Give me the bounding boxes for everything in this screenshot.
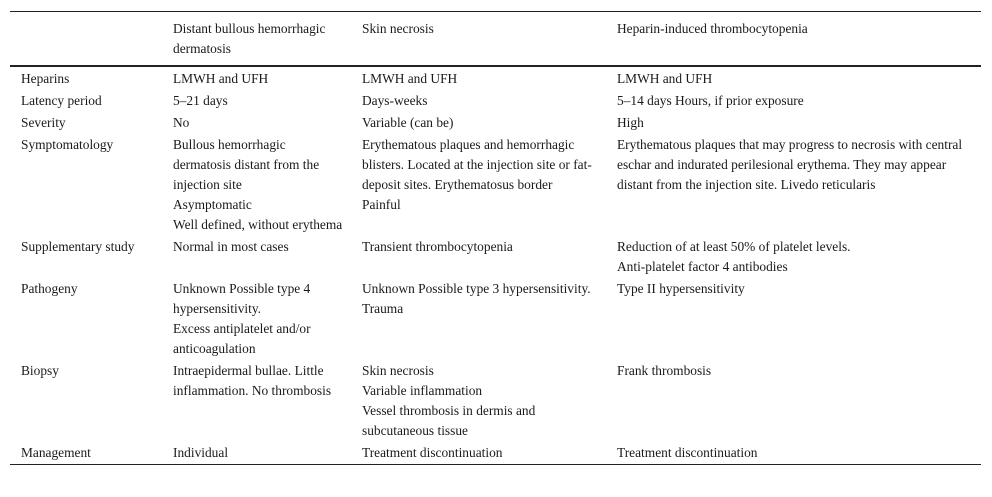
table-cell [606, 278, 981, 360]
table-cell [162, 66, 351, 90]
cell-text: LMWH and UFH [173, 71, 269, 86]
cell-text: Individual [173, 445, 229, 460]
table-row [10, 442, 981, 465]
table-cell [351, 442, 606, 465]
table-row [10, 360, 981, 442]
cell-text: LMWH and UFH [362, 71, 458, 86]
cell-text: Treatment discontinuation [617, 445, 758, 460]
table-cell [351, 90, 606, 112]
row-label: Symptomatology [21, 137, 114, 152]
cell-text: No [173, 115, 190, 130]
cell-text: Normal in most cases [173, 239, 289, 254]
row-label: Severity [21, 115, 66, 130]
table-cell [351, 134, 606, 236]
table-cell [162, 442, 351, 465]
cell-text: Asymptomatic [173, 197, 252, 212]
table-cell [606, 236, 981, 278]
cell-text: Excess antiplatelet and/or anticoagulation [173, 321, 311, 356]
table-cell [162, 90, 351, 112]
cell-text: Treatment discontinuation [362, 445, 503, 460]
cell-text: Intraepidermal bullae. Little inflammation. No thrombosis [173, 363, 332, 398]
cell-text: Erythematous plaques that may progress to necrosis with central eschar and indurated perilesional erythema. They may appear distant from the injection site. Livedo reticularis [617, 137, 963, 192]
row-label: Latency period [21, 93, 102, 108]
table-cell [162, 112, 351, 134]
table-row [10, 134, 981, 236]
cell-text: 5–14 days Hours, if prior exposure [617, 93, 804, 108]
table-cell [162, 360, 351, 442]
row-label: Management [21, 445, 91, 460]
cell-text: Variable (can be) [362, 115, 454, 130]
header-cell-hit: Heparin-induced thrombocytopenia [617, 21, 808, 36]
cell-text: Days-weeks [362, 93, 428, 108]
table-cell [606, 134, 981, 236]
table-cell [606, 112, 981, 134]
cell-text: Well defined, without erythema [173, 217, 343, 232]
cell-text: Bullous hemorrhagic dermatosis distant from the injection site [173, 137, 320, 192]
header-cell-skin-necrosis: Skin necrosis [362, 21, 434, 36]
table-row [10, 236, 981, 278]
cell-text: Painful [362, 197, 401, 212]
cell-text: High [617, 115, 644, 130]
cell-text: Transient thrombocytopenia [362, 239, 513, 254]
table-row [10, 278, 981, 360]
table-cell [351, 360, 606, 442]
table-row [10, 90, 981, 112]
row-label: Pathogeny [21, 281, 78, 296]
cell-text: Type II hypersensitivity [617, 281, 745, 296]
cell-text: Unknown Possible type 4 hypersensitivity. [173, 281, 311, 316]
cell-text: Variable inflammation [362, 383, 483, 398]
table-cell [162, 236, 351, 278]
table-cell [606, 90, 981, 112]
cell-text: 5–21 days [173, 93, 228, 108]
table-row [10, 66, 981, 90]
cell-text: Unknown Possible type 3 hypersensitivity. Trauma [362, 281, 591, 316]
cell-text: LMWH and UFH [617, 71, 713, 86]
table-cell [606, 66, 981, 90]
table-cell [162, 134, 351, 236]
cell-text: Erythematous plaques and hemorrhagic blisters. Located at the injection site or fat-deposit sites. Erythematosus border [362, 137, 592, 192]
table-cell [351, 66, 606, 90]
row-label: Biopsy [21, 363, 59, 378]
row-label: Supplementary study [21, 239, 135, 254]
header-row [10, 12, 981, 67]
comparison-table [10, 11, 981, 465]
row-label: Heparins [21, 71, 70, 86]
header-cell-distant-bullous: Distant bullous hemorrhagic dermatosis [173, 21, 326, 56]
table-cell [351, 236, 606, 278]
table-row [10, 112, 981, 134]
cell-text: Frank thrombosis [617, 363, 712, 378]
cell-text: Skin necrosis [362, 363, 434, 378]
table-cell [351, 278, 606, 360]
table-body [10, 66, 981, 465]
table-cell [162, 278, 351, 360]
header-cell-empty [10, 12, 162, 67]
cell-text: Reduction of at least 50% of platelet levels. [617, 239, 851, 254]
table-cell [606, 442, 981, 465]
table-cell [606, 360, 981, 442]
table-cell [351, 112, 606, 134]
cell-text: Vessel thrombosis in dermis and subcutaneous tissue [362, 403, 536, 438]
cell-text: Anti-platelet factor 4 antibodies [617, 259, 788, 274]
